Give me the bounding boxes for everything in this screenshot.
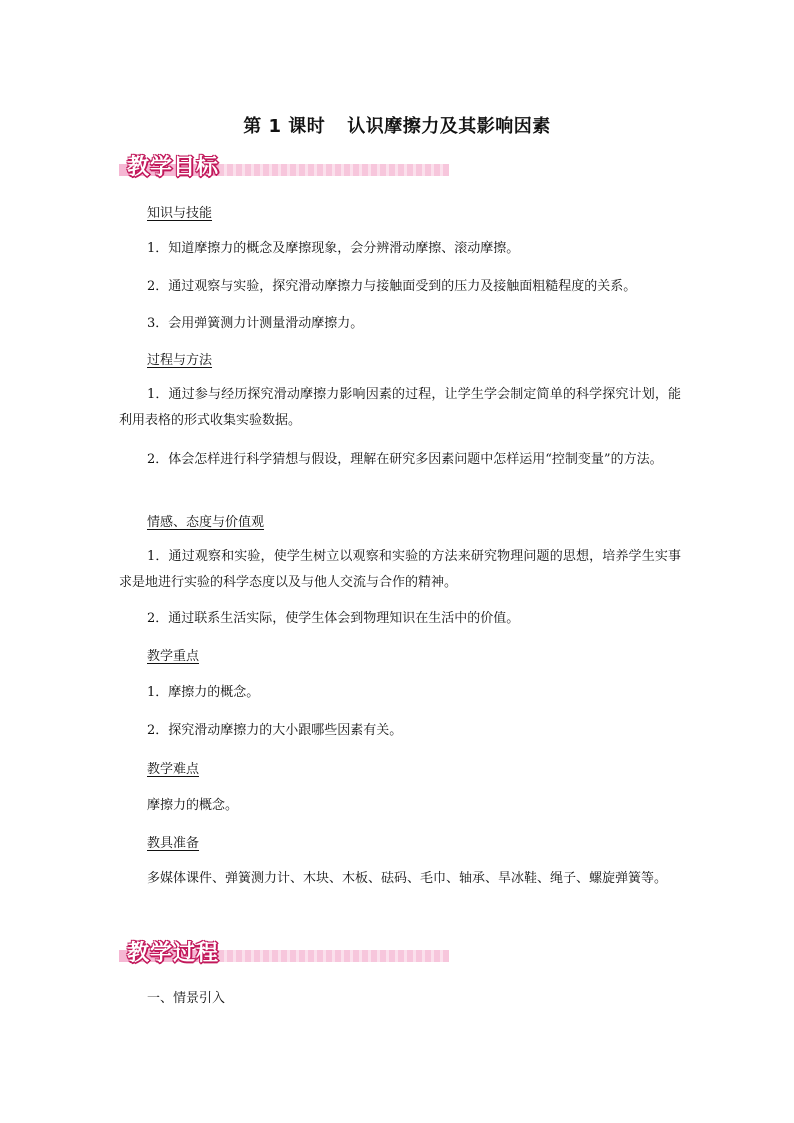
lesson-topic: 认识摩擦力及其影响因素: [347, 116, 551, 137]
section-heading-key-points: 教学重点: [147, 649, 200, 664]
list-item: 2．通过观察与实验，探究滑动摩擦力与接触面受到的压力及接触面粗糙程度的关系。: [147, 279, 637, 294]
equipment-text: 多媒体课件、弹簧测力计、木块、木板、砝码、毛巾、轴承、旱冰鞋、绳子、螺旋弹簧等。: [147, 871, 668, 886]
list-item: 1．摩擦力的概念。: [147, 685, 260, 700]
objectives-banner: [119, 150, 449, 182]
section-heading-method: 过程与方法: [147, 353, 213, 368]
list-item: 2．体会怎样进行科学猜想与假设，理解在研究多因素问题中怎样运用“控制变量”的方法。: [147, 452, 663, 467]
list-item: 1．通过观察和实验，使学生树立以观察和实验的方法来研究物理问题的思想，培养学生实事求是地进行实验的科学态度以及与他人交流与合作的精神。: [119, 549, 681, 590]
list-item: 1．通过参与经历探究滑动摩擦力影响因素的过程，让学生学会制定简单的科学探究计划，能利用表格的形式收集实验数据。: [119, 387, 681, 428]
objectives-banner-label: 教学目标: [127, 155, 220, 180]
intro-heading: 一、情景引入: [147, 991, 226, 1006]
section-heading-equipment: 教具准备: [147, 836, 200, 851]
list-item: 2．通过联系生活实际，使学生体会到物理知识在生活中的价值。: [147, 611, 520, 626]
section-heading-knowledge: 知识与技能: [147, 206, 213, 221]
list-item: 1．知道摩擦力的概念及摩擦现象，会分辨滑动摩擦、滚动摩擦。: [147, 241, 520, 256]
page-title: [0, 112, 794, 138]
section-heading-difficulty: 教学难点: [147, 762, 200, 777]
process-banner: [119, 936, 449, 968]
section-heading-emotion: 情感、态度与价值观: [147, 515, 265, 530]
lesson-number: 第 1 课时: [243, 116, 326, 137]
process-banner-label: 教学过程: [127, 941, 220, 966]
difficulty-text: 摩擦力的概念。: [147, 798, 239, 813]
list-item: 3．会用弹簧测力计测量滑动摩擦力。: [147, 316, 364, 331]
list-item: 2．探究滑动摩擦力的大小跟哪些因素有关。: [147, 723, 403, 738]
